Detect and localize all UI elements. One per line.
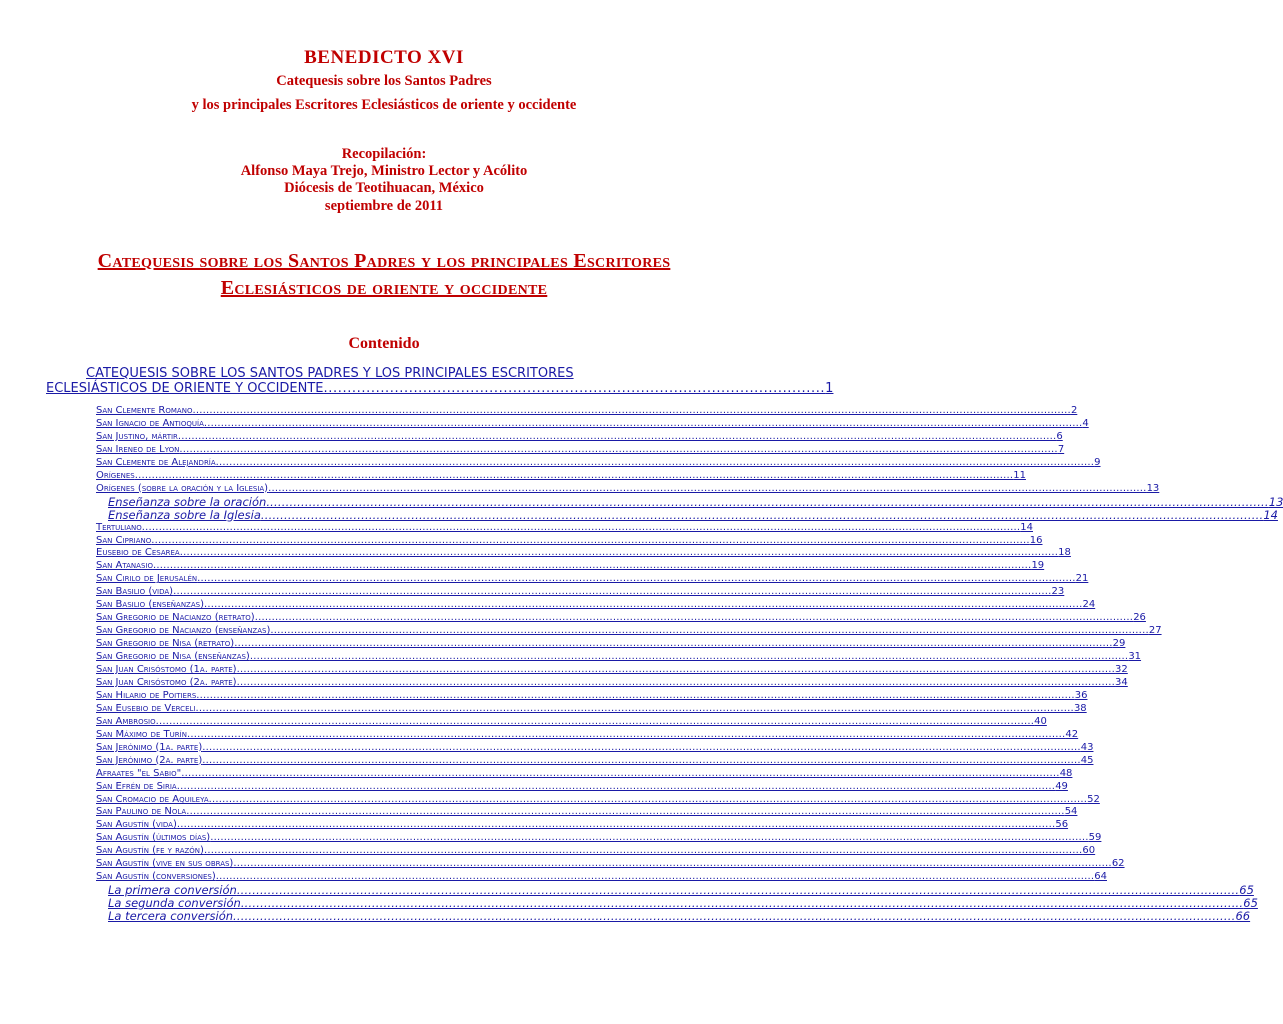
toc-entry-page: 11 (1013, 469, 1026, 481)
toc-entry-label: Orígenes (sobre la oración y la Iglesia) (96, 482, 269, 494)
toc-leader-dots: .................................................................................................................................................................................................................................................................... (186, 806, 1065, 818)
toc-entry[interactable] (96, 676, 1128, 690)
credits-heading: Recopilación: (341, 146, 427, 162)
toc-entry[interactable] (96, 598, 1096, 612)
toc-entry-label: Tertuliano (96, 521, 142, 533)
toc-entry-label: San Agustín (últimos días) (96, 832, 211, 844)
toc-leader-dots: .................................................................................................................................................................................................................................................................... (186, 728, 1066, 740)
toc-leader-dots: .................................................................................................................................................................................................................................................................... (268, 482, 1147, 494)
toc-entry-page: 62 (1111, 858, 1125, 870)
toc-entry[interactable] (96, 844, 1096, 858)
toc-entry-label: San Ignacio de Antioquía (96, 417, 204, 429)
toc-entry-label: San Basilio (vida) (96, 586, 174, 598)
toc-entry-label: San Basilio (enseñanzas) (96, 599, 204, 611)
toc-leader-dots: .................................................................................................................................................................................................................................................................... (249, 651, 1129, 663)
document-subtitle-2: y los principales Escritores Eclesiásticos de oriente y occidente (191, 97, 577, 113)
toc-entry-label: San Jerónimo (2a. parte) (96, 754, 203, 766)
toc-entry[interactable] (96, 456, 1101, 470)
toc-entry-label: San Clemente de Alejandría (96, 456, 216, 468)
toc-entry[interactable] (96, 572, 1089, 586)
toc-leader-dots: .................................................................................................................................................................................................................................................................... (173, 586, 1052, 598)
toc-entry-label: San Clemente Romano (96, 405, 193, 416)
toc-entry-page: 32 (1115, 664, 1128, 675)
contents-title: Contenido (348, 335, 420, 352)
toc-entry-page: 54 (1064, 806, 1078, 818)
toc-main-label: ECLESIÁSTICOS DE ORIENTE Y OCCIDENTE (46, 381, 324, 396)
toc-entry-label: La primera conversión (108, 883, 237, 898)
toc-entry-label: San Paulino de Nola (96, 806, 187, 818)
toc-leader-dots: .................................................................................................................................................................................................................................................................... (270, 625, 1149, 637)
toc-entry[interactable] (96, 585, 1065, 599)
toc-entry-label: La tercera conversión (108, 909, 234, 924)
toc-entry-label: San Agustín (conversiones) (96, 871, 216, 883)
toc-entry-page: 26 (1133, 612, 1146, 624)
toc-leader-dots: .................................................................................................................................................................................................................................................................... (236, 664, 1116, 675)
toc-entry[interactable] (96, 793, 1100, 807)
toc-leader-dots: .................................................................................................................................................................................................................................................................... (203, 845, 1083, 857)
toc-entry-label: Afraates "el Sabio" (96, 767, 182, 779)
toc-entry-label: San Atanasio (96, 560, 153, 572)
toc-leader-dots: .................................................................................................................................................................................................................................................................... (254, 612, 1134, 624)
toc-entry-page: 14 (1020, 521, 1033, 533)
toc-leader-dots: .................................................................................................................................................................................................................................................................... (203, 599, 1083, 611)
toc-entry[interactable] (96, 754, 1094, 768)
toc-entry-label: San Cipriano (96, 534, 152, 546)
toc-entry[interactable] (96, 857, 1125, 871)
toc-leader-dots: .................................................................................................................................................................................................................................................................... (197, 573, 1076, 585)
toc-entry-page: 4 (1082, 417, 1089, 429)
toc-entry[interactable] (96, 404, 1078, 418)
toc-leader-dots: .................................................................................................................................................................................................................................................................... (260, 507, 1264, 522)
toc-entry-label: San Juan Crisóstomo (2a. parte) (96, 676, 237, 688)
toc-entry-page: 34 (1115, 676, 1128, 688)
toc-entry-page: 9 (1094, 456, 1101, 468)
toc-entry[interactable] (96, 689, 1088, 703)
document-subtitle-1: Catequesis sobre los Santos Padres (276, 73, 492, 89)
toc-entry-page: 24 (1082, 599, 1096, 611)
toc-entry-label: San Eusebio de Verceli (96, 702, 196, 714)
toc-leader-dots: .................................................................................................................................................................................................................................................................... (176, 819, 1056, 831)
toc-entry-label: La segunda conversión (108, 896, 241, 911)
toc-entry-label: San Gregorio de Nacianzo (enseñanzas) (96, 625, 271, 637)
toc-entry-page: 65 (1239, 883, 1254, 898)
toc-leader-dots: .................................................................................................................................................................................................................................................................... (234, 638, 1113, 650)
toc-entry-label: Orígenes (96, 469, 135, 481)
toc-entry[interactable] (96, 780, 1068, 794)
toc-entry[interactable] (96, 650, 1142, 664)
toc-entry[interactable] (96, 715, 1047, 729)
toc-entry-page: 65 (1243, 896, 1258, 911)
toc-entry-label: Enseñanza sobre la oración (108, 494, 267, 509)
toc-leader-dots: .................................................................................................................................................................................................................................................................... (202, 754, 1081, 766)
toc-entry[interactable] (96, 417, 1089, 431)
toc-entry[interactable] (96, 559, 1045, 573)
toc-leader-dots: .................................................................................................................................................................................................................................................................... (266, 494, 1269, 509)
toc-entry-page: 52 (1087, 793, 1100, 805)
toc-entry[interactable] (108, 896, 1258, 911)
toc-leader-dots: .................................................................................................................................................................................................................................................................... (215, 871, 1095, 883)
toc-leader-dots: .................................................................................................................................................................................................................................................................... (236, 883, 1240, 898)
toc-entry[interactable] (96, 534, 1043, 548)
toc-entry[interactable] (96, 443, 1065, 457)
toc-entry-label: San Máximo de Turín (96, 728, 187, 740)
toc-main-page: 1 (825, 381, 834, 396)
toc-entry[interactable] (96, 663, 1128, 677)
toc-entry-page: 48 (1059, 767, 1073, 779)
toc-entry[interactable] (96, 870, 1107, 884)
toc-entry-label: Enseñanza sobre la Iglesia (108, 507, 261, 522)
toc-entry[interactable] (108, 494, 1283, 509)
toc-entry[interactable] (96, 702, 1087, 716)
toc-entry-label: San Hilario de Poitiers (96, 689, 197, 701)
toc-leader-dots: .................................................................................................................................................................................................................................................................... (179, 443, 1058, 455)
toc-leader-dots: .................................................................................................................................................................................................................................................................... (181, 767, 1060, 779)
toc-main-link-line-1[interactable]: CATEQUESIS SOBRE LOS SANTOS PADRES Y LOS PRINCIPALES ESCRITORES (86, 366, 574, 381)
toc-entry-label: San Agustín (vida) (96, 819, 177, 831)
toc-leader-dots: .................................................................................................................................................................................................................................................................... (215, 456, 1095, 468)
toc-entry-page: 13 (1268, 494, 1283, 509)
toc-leader-dots: .................................................................................................................................................................................................................................................................... (192, 405, 1071, 416)
main-heading-line-2: Eclesiásticos de oriente y occidente (220, 277, 548, 299)
toc-leader-dots: .................................................................................................................................................................................................................................................................... (236, 676, 1116, 688)
toc-entry-page: 60 (1082, 845, 1096, 857)
toc-entry[interactable] (96, 818, 1069, 832)
toc-entry[interactable] (108, 883, 1254, 898)
toc-entry-page: 14 (1263, 507, 1278, 522)
toc-leader-dots: .................................................................................................................................................................................................................................................................... (151, 534, 1030, 546)
toc-entry-page: 2 (1070, 405, 1078, 416)
toc-entry-label: San Juan Crisóstomo (1a. parte) (96, 664, 237, 675)
main-heading-line-1: Catequesis sobre los Santos Padres y los principales Escritores (97, 250, 671, 272)
toc-main-link-line-2[interactable] (46, 381, 834, 396)
toc-entry-label: Eusebio de Cesarea (96, 547, 180, 559)
toc-entry[interactable] (96, 741, 1094, 755)
toc-leader-dots: .................................................................................................................................................................................................................................................................... (177, 430, 1057, 442)
toc-entry-page: 18 (1058, 547, 1071, 559)
toc-entry-page: 27 (1148, 625, 1162, 637)
toc-entry-page: 49 (1055, 780, 1068, 792)
toc-entry-label: San Agustín (vive en sus obras) (96, 858, 234, 870)
toc-entry-page: 38 (1073, 702, 1087, 714)
toc-entry-page: 23 (1051, 586, 1065, 598)
toc-entry-page: 19 (1031, 560, 1045, 572)
toc-entry[interactable] (96, 430, 1063, 444)
toc-entry-page: 31 (1128, 651, 1142, 663)
toc-leader-dots: .................................................................................................................................................................................................................................................................... (141, 521, 1021, 533)
toc-entry-label: San Ambrosio (96, 715, 156, 727)
toc-entry[interactable] (96, 637, 1126, 651)
toc-entry[interactable] (96, 805, 1078, 819)
credits-date: septiembre de 2011 (324, 198, 444, 214)
toc-entry-page: 36 (1074, 689, 1088, 701)
toc-entry-label: San Ireneo de Lyon (96, 443, 180, 455)
toc-entry-label: San Jerónimo (1a. parte) (96, 741, 203, 753)
toc-entry-label: San Agustín (fe y razón) (96, 845, 204, 857)
toc-entry-label: San Gregorio de Nacianzo (retrato) (96, 612, 255, 624)
toc-entry-page: 16 (1029, 534, 1043, 546)
toc-entry-page: 29 (1112, 638, 1126, 650)
toc-entry-label: San Cirilo de Jerusalén (96, 573, 198, 585)
toc-leader-dots: .................................................................................................................................................................................................................................................................... (195, 702, 1074, 714)
toc-entry[interactable] (96, 624, 1162, 638)
toc-leader-dots: .................................................................................................................................................................................................................................................................... (210, 832, 1089, 844)
toc-entry[interactable] (96, 767, 1073, 781)
toc-entry-label: San Gregorio de Nisa (retrato) (96, 638, 235, 650)
toc-leader-dots: .................................................................................................................................................................................................................................................................... (240, 896, 1244, 911)
toc-entry-page: 64 (1094, 871, 1107, 883)
toc-entry-page: 7 (1057, 443, 1065, 455)
toc-leader-dots: .................................................................................................................................................................................................................................................................... (233, 858, 1112, 870)
toc-leader-dots: .......................................................................................................... (323, 381, 826, 396)
toc-entry[interactable] (96, 831, 1102, 845)
toc-leader-dots: .................................................................................................................................................................................................................................................................... (155, 715, 1035, 727)
toc-entry-label: San Cromacio de Aquileya (96, 793, 209, 805)
credits-diocese: Diócesis de Teotihuacan, México (284, 180, 484, 196)
toc-entry-label: San Efrén de Siria (96, 780, 177, 792)
toc-leader-dots: .................................................................................................................................................................................................................................................................... (152, 560, 1032, 572)
toc-leader-dots: .................................................................................................................................................................................................................................................................... (233, 909, 1236, 924)
toc-leader-dots: .................................................................................................................................................................................................................................................................... (176, 780, 1056, 792)
toc-entry[interactable] (96, 482, 1160, 496)
toc-entry-page: 6 (1056, 430, 1063, 442)
toc-entry-page: 42 (1065, 728, 1079, 740)
toc-entry[interactable] (96, 469, 1026, 483)
credits-author: Alfonso Maya Trejo, Ministro Lector y Acólito (240, 163, 528, 179)
toc-entry-page: 45 (1080, 754, 1094, 766)
toc-entry[interactable] (96, 546, 1071, 560)
toc-leader-dots: .................................................................................................................................................................................................................................................................... (179, 547, 1059, 559)
toc-entry-page: 21 (1075, 573, 1089, 585)
toc-leader-dots: .................................................................................................................................................................................................................................................................... (202, 741, 1081, 753)
toc-entry-page: 43 (1080, 741, 1094, 753)
toc-entry[interactable] (96, 521, 1033, 535)
toc-leader-dots: .................................................................................................................................................................................................................................................................... (203, 417, 1083, 429)
toc-entry[interactable] (96, 611, 1146, 625)
toc-entry-page: 66 (1235, 909, 1251, 924)
toc-entry-page: 56 (1055, 819, 1069, 831)
toc-entry-label: San Justino, mártir (96, 430, 178, 442)
document-title: BENEDICTO XVI (304, 47, 464, 68)
toc-leader-dots: .................................................................................................................................................................................................................................................................... (196, 689, 1075, 701)
toc-entry-page: 13 (1146, 482, 1160, 494)
toc-entry[interactable] (108, 909, 1251, 924)
toc-entry-page: 59 (1088, 832, 1102, 844)
toc-leader-dots: .................................................................................................................................................................................................................................................................... (134, 469, 1014, 481)
toc-entry[interactable] (96, 728, 1079, 742)
toc-entry-label: San Gregorio de Nisa (enseñanzas) (96, 651, 250, 663)
toc-leader-dots: .................................................................................................................................................................................................................................................................... (208, 793, 1088, 805)
toc-entry-page: 40 (1034, 715, 1047, 727)
toc-entry[interactable] (108, 507, 1278, 522)
